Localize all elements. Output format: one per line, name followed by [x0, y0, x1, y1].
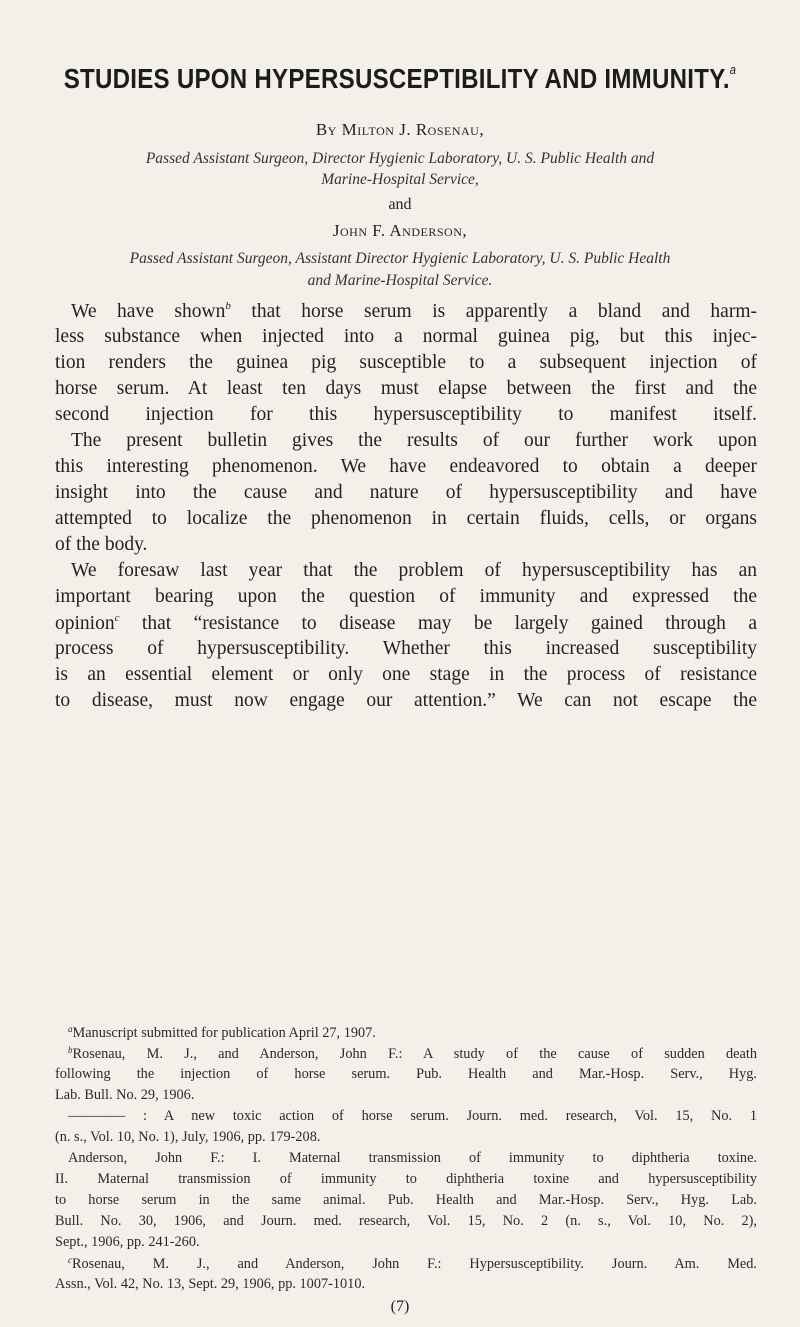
footnote-line: Anderson, John F.: I. Maternal transmission of immunity to diphtheria toxine.	[68, 1150, 757, 1166]
footnote-c: $^c$Rosenau, M. J., and Anderson, John F.: Hypersusceptibility. Journ. Am. Med.	[68, 1255, 757, 1272]
body-line: is an essential element or only one stage in the process of resistance	[55, 664, 757, 685]
body-line: to disease, must now engage our attention.” We can not escape the	[55, 690, 757, 711]
body-line: less substance when injected into a normal guinea pig, but this injec-	[55, 326, 757, 347]
footnote-a: $^a$Manuscript submitted for publication April 27, 1907.	[68, 1024, 376, 1041]
body-line: attempted to localize the phenomenon in certain fluids, cells, or organs	[55, 508, 757, 529]
body-line: second injection for this hypersusceptibility to manifest itself.	[55, 404, 757, 425]
footnote-marker-c: c	[114, 612, 120, 624]
footnote-line: II. Maternal transmission of immunity to diphtheria toxine and hypersusceptibility	[55, 1171, 757, 1187]
article-title	[56, 62, 744, 95]
body-line: The present bulletin gives the results of our further work upon	[71, 430, 757, 451]
footnote-marker-b: b	[225, 300, 231, 312]
body-line: this interesting phenomenon. We have endeavored to obtain a deeper	[55, 456, 757, 477]
footnote-line: following the injection of horse serum. Pub. Health and Mar.-Hosp. Serv., Hyg.	[55, 1066, 757, 1082]
footnote-line: to horse serum in the same animal. Pub. Health and Mar.-Hosp. Serv., Hyg. Lab.	[55, 1192, 757, 1208]
byline	[0, 120, 800, 140]
author1-name: By Milton J. Rosenau,	[315, 120, 485, 139]
body-line: tion renders the guinea pig susceptible to a subsequent injection of	[55, 352, 757, 373]
body-line: process of hypersusceptibility. Whether this increased susceptibility	[55, 638, 757, 659]
author1-affiliation-line1: Passed Assistant Surgeon, Director Hygienic Laboratory, U. S. Public Health and	[145, 150, 655, 167]
footnote-line: ———— : A new toxic action of horse serum. Journ. med. research, Vol. 15, No. 1	[68, 1108, 757, 1124]
footnote-line: Lab. Bull. No. 29, 1906.	[55, 1087, 195, 1103]
body-line: We foresaw last year that the problem of hypersusceptibility has an	[71, 560, 757, 581]
footnote-b: $^b$Rosenau, M. J., and Anderson, John F.: A study of the cause of sudden death	[68, 1045, 757, 1062]
author2-affiliation-line1: Passed Assistant Surgeon, Assistant Director Hygienic Laboratory, U. S. Public Health	[129, 250, 671, 267]
page-number: (7)	[390, 1298, 410, 1315]
author1-affiliation-line2: Marine-Hospital Service,	[321, 171, 479, 188]
body-line: of the body.	[55, 534, 148, 555]
footnote-line: Sept., 1906, pp. 241-260.	[55, 1234, 200, 1250]
author2-name: John F. Anderson,	[332, 221, 468, 240]
author-conjunction: and	[388, 196, 412, 213]
body-line: opinion$^c$ that “resistance to disease may be largely gained through a	[55, 612, 757, 634]
footnote-line: (n. s., Vol. 10, No. 1), July, 1906, pp. 179-208.	[55, 1129, 321, 1145]
title-footnote-marker: a	[729, 62, 737, 77]
author2-affiliation-line2: and Marine-Hospital Service.	[307, 272, 493, 289]
body-line: horse serum. At least ten days must elapse between the first and the	[55, 378, 757, 399]
body-line: insight into the cause and nature of hypersusceptibility and have	[55, 482, 757, 503]
title-text: STUDIES UPON HYPERSUSCEPTIBILITY AND IMMUNITY.	[63, 63, 730, 94]
body-line: important bearing upon the question of immunity and expressed the	[55, 586, 757, 607]
footnote-line: Bull. No. 30, 1906, and Journ. med. research, Vol. 15, No. 2 (n. s., Vol. 10, No. 2),	[55, 1213, 757, 1229]
footnote-line: Assn., Vol. 42, No. 13, Sept. 29, 1906, pp. 1007-1010.	[55, 1276, 366, 1292]
body-line: We have shown$^b$ that horse serum is apparently a bland and harm-	[71, 300, 757, 322]
